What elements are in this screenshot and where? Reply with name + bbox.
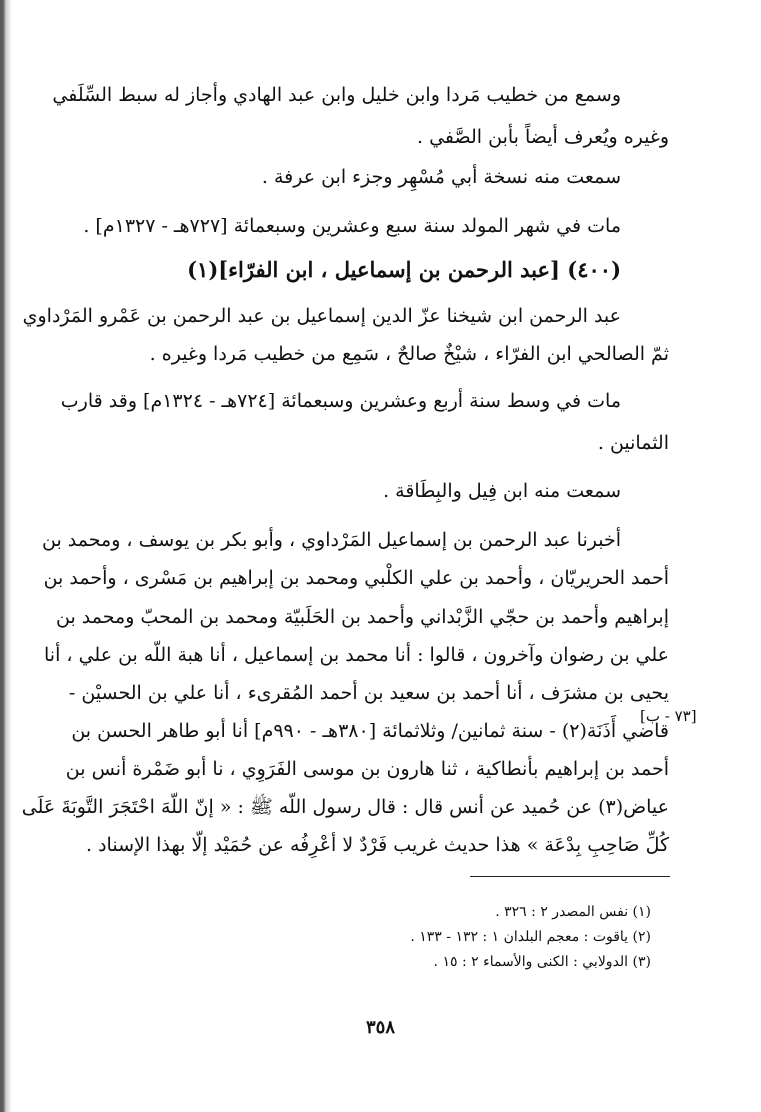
footnote-item: (٢) ياقوت : معجم البلدان ١ : ١٣٢ - ١٣٣ .: [410, 929, 651, 945]
text-line: سمعت منه ابن فِيل والبِطَاقة .: [383, 480, 621, 502]
footnote-item: (٣) الدولابي : الكنى والأسماء ٢ : ١٥ .: [433, 954, 651, 970]
text-line: وغيره ويُعرف أيضاً بأبن الصَّفي .: [417, 126, 669, 148]
footnote-item: (١) نفس المصدر ٢ : ٣٢٦ .: [495, 904, 651, 920]
text-line: أحمد الحريريّان ، وأحمد بن علي الكلْبي ومحمد بن إبراهيم بن مَسْرى ، وأحمد بن: [43, 567, 669, 589]
manuscript-folio-note: [٧٣ - ب]: [640, 707, 697, 725]
text-line: أحمد بن إبراهيم بأنطاكية ، ثنا هارون بن موسى الفَرَوِي ، نا أبو ضَمْرة أنس بن: [65, 758, 669, 780]
page-number: ٣٥٨: [365, 1017, 395, 1038]
text-line: قاضي أَذَنَة(٢) - سنة ثمانين/ وثلاثمائة [٣٨٠هـ - ٩٩٠م] أنا أبو طاهر الحسن بن: [71, 720, 669, 742]
text-line: عياض(٣) عن حُميد عن أنس قال : قال رسول اللّه ﷺ : « إنّ اللّهَ احْتَجَرَ التَّوبَةَ عَلَى: [21, 796, 669, 818]
text-line: عبد الرحمن ابن شيخنا عزّ الدين إسماعيل بن عبد الرحمن بن عَمْرو المَرْداوي: [22, 305, 621, 327]
text-line: علي بن رضوان وآخرون ، قالوا : أنا محمد بن إسماعيل ، أنا هبة اللّه بن علي ، أنا: [44, 644, 669, 666]
text-line: كُلِّ صَاحِبِ بِدْعَة » هذا حديث غريب فَرْدٌ لا أعْرِفُه عن حُمَيْد إلّا بهذا الإسناد .: [86, 834, 669, 856]
text-line: مات في شهر المولد سنة سبع وعشرين وسبعمائة [٧٢٧هـ - ١٣٢٧م] .: [83, 215, 621, 237]
text-line: إبراهيم وأحمد بن حجّي الزَّبْداني وأحمد بن الحَلَبيّة ومحمد بن المحبّ ومحمد بن: [56, 606, 669, 628]
text-line: الثمانين .: [597, 432, 669, 454]
text-line: سمعت منه نسخة أبي مُسْهِر وجزء ابن عرفة .: [261, 166, 621, 188]
text-line: ثمّ الصالحي ابن الفرّاء ، شيْخٌ صالحٌ ، سَمِع من خطيب مَردا وغيره .: [149, 343, 669, 365]
text-line: وسمع من خطيب مَردا وابن خليل وابن عبد الهادي وأجاز له سبط السِّلَفي: [52, 84, 621, 106]
footnote-separator: [470, 876, 670, 877]
text-line: أخبرنا عبد الرحمن بن إسماعيل المَرْداوي ، وأبو بكر بن يوسف ، ومحمد بن: [42, 529, 621, 551]
text-line: مات في وسط سنة أربع وعشرين وسبعمائة [٧٢٤هـ - ١٣٢٤م] وقد قارب: [60, 390, 621, 412]
text-line: يحيى بن مشرَف ، أنا أحمد بن سعيد بن أحمد المُقرىء ، أنا علي بن الحسيْن -: [68, 682, 669, 704]
entry-heading: (٤٠٠) [عبد الرحمن بن إسماعيل ، ابن الفرّاء](١): [187, 257, 621, 282]
